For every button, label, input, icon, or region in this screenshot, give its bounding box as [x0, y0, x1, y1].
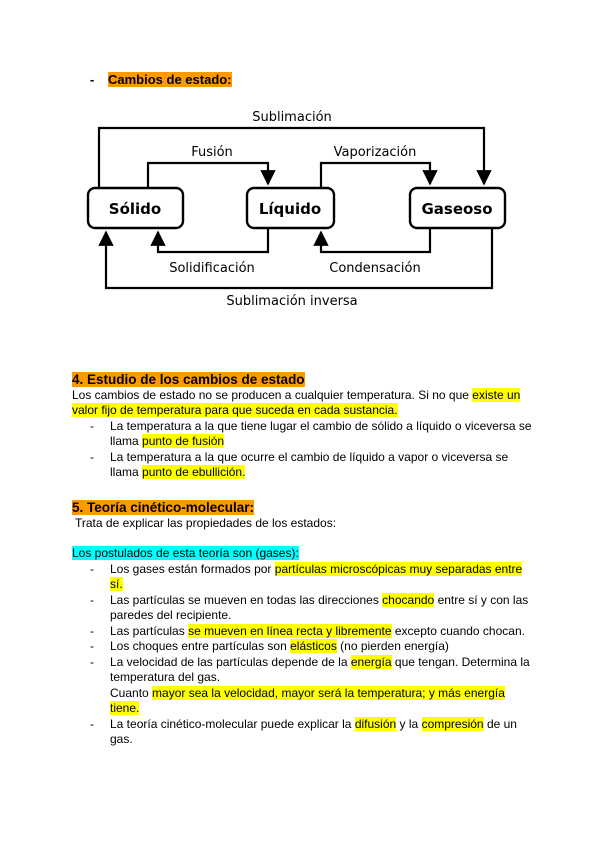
- section-4-heading: 4. Estudio de los cambios de estado: [72, 372, 305, 387]
- cambios-heading: Cambios de estado:: [108, 72, 232, 87]
- liquid-label: Líquido: [258, 200, 322, 218]
- condensation-arrow: [321, 228, 430, 252]
- list-item: - Las partículas se mueven en línea recta y libremente excepto cuando chocan.: [72, 624, 532, 640]
- fusion-label: Fusión: [191, 145, 233, 160]
- condensation-label: Condensación: [329, 261, 421, 276]
- section-4-list: [72, 419, 532, 481]
- inverse-sublimation-label: Sublimación inversa: [226, 294, 358, 309]
- solidification-label: Solidificación: [169, 261, 255, 276]
- state-change-diagram: [0, 100, 600, 315]
- list-item: - La velocidad de las partículas depende de la energía que tengan. Determina la temperatura del gas. Cuanto mayor sea la velocidad, mayor será la temperatura; y más energía tiene.: [72, 655, 532, 717]
- vaporization-arrow: [321, 163, 430, 188]
- solid-label: Sólido: [108, 200, 162, 218]
- inverse-sublimation-arrow: [106, 228, 492, 288]
- gas-label: Gaseoso: [421, 200, 493, 218]
- postulates-title: Los postulados de esta teoría son (gases):: [72, 546, 299, 560]
- sublimation-label: Sublimación: [252, 110, 332, 125]
- list-item: - Las partículas se mueven en todas las direcciones chocando entre sí y con las paredes del recipiente.: [72, 593, 532, 624]
- list-item: - La temperatura a la que tiene lugar el cambio de sólido a líquido o viceversa se llama punto de fusión: [72, 419, 532, 450]
- solidification-arrow: [158, 228, 268, 252]
- list-item: - La teoría cinético-molecular puede explicar la difusión y la compresión de un gas.: [72, 717, 532, 748]
- section-5-intro: Trata de explicar las propiedades de los estados:: [75, 515, 337, 530]
- fusion-arrow: [148, 163, 268, 188]
- section-4-intro: Los cambios de estado no se producen a cualquier temperatura. Si no que existe un valor fijo de temperatura para que suceda en cada sustancia.: [72, 387, 521, 417]
- section-4: [72, 372, 532, 481]
- section-5-heading: 5. Teoría cinético-molecular:: [72, 500, 255, 515]
- sublimation-arrow: [99, 128, 484, 188]
- list-item: - Los choques entre partículas son elásticos (no pierden energía): [72, 639, 532, 655]
- bullet-heading: - Cambios de estado:: [90, 72, 232, 87]
- list-item: - Los gases están formados por partículas microscópicas muy separadas entre sí.: [72, 562, 532, 593]
- vaporization-label: Vaporización: [333, 145, 417, 160]
- section-5: [72, 500, 532, 748]
- list-item: - La temperatura a la que ocurre el cambio de líquido a vapor o viceversa se llama punto de ebullición.: [72, 450, 532, 481]
- postulates-list: [72, 562, 532, 748]
